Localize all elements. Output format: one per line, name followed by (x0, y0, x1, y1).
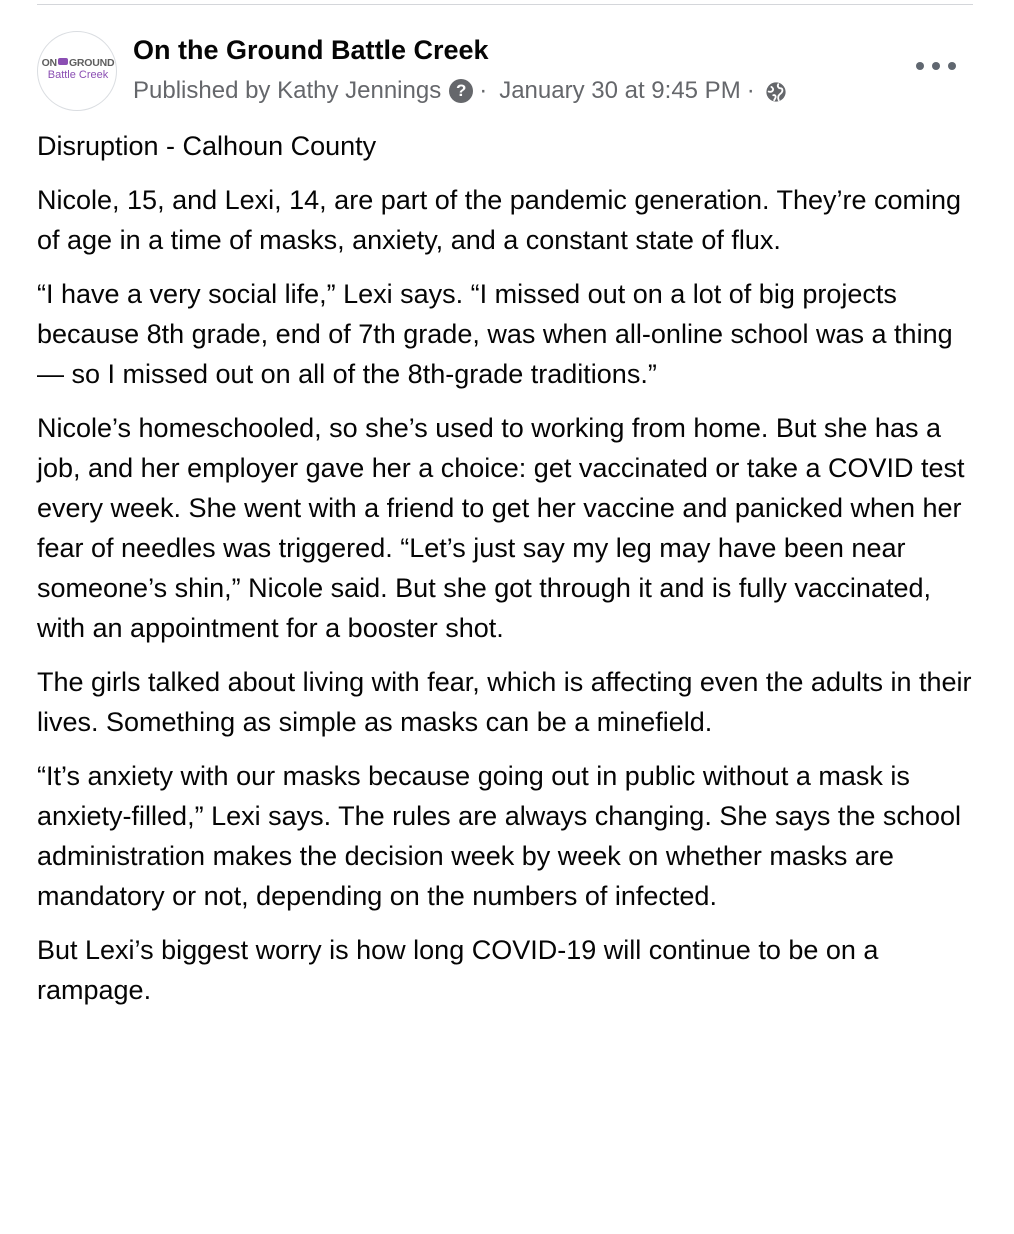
post-meta (133, 75, 787, 107)
post-paragraph: “I have a very social life,” Lexi says. “I missed out on a lot of big projects because 8th grade, end of 7th grade, was when all-online school was a thing — so I missed out on all of the 8th-grade traditions.” (37, 279, 953, 389)
meta-separator-2: · (746, 77, 755, 104)
published-by-text: Published by Kathy Jennings (133, 77, 442, 104)
post-paragraph: The girls talked about living with fear, which is affecting even the adults in their lives. Something as simple as masks can be a minefield. (37, 667, 972, 737)
page-logo (38, 58, 117, 81)
post-paragraph: “It’s anxiety with our masks because going out in public without a mask is anxiety-filled,” Lexi says. The rules are always changing. She says the school administration makes the decision week by week on whether masks are mandatory or not, depending on the numbers of infected. (37, 761, 961, 911)
post-paragraph-headline: Disruption - Calhoun County (37, 131, 377, 161)
post-paragraph: Nicole’s homeschooled, so she’s used to working from home. But she has a job, and her employer gave her a choice: get vaccinated or take a COVID test every week. She went with a friend to get her vaccine and panicked when her fear of needles was triggered. “Let’s just say my leg may have been near someone’s shin,” Nicole said. But she got through it and is fully vaccinated, with an appointment for a booster shot. (37, 413, 965, 643)
page-avatar[interactable] (37, 31, 117, 111)
globe-icon[interactable] (765, 80, 787, 102)
post-paragraph: Nicole, 15, and Lexi, 14, are part of the pandemic generation. They’re coming of age in a time of masks, anxiety, and a constant state of flux. (37, 185, 962, 255)
post-timestamp-link[interactable]: January 30 at 9:45 PM (499, 77, 741, 104)
speech-bubble-icon (58, 58, 68, 65)
logo-text-on: ON (41, 57, 57, 69)
logo-text-ground: GROUND (68, 57, 115, 69)
post-text (37, 126, 977, 1024)
meta-separator: · (479, 77, 488, 104)
page-name-link[interactable]: On the Ground Battle Creek (133, 35, 489, 65)
logo-text-battle-creek: Battle Creek (47, 68, 109, 81)
more-options-icon[interactable] (916, 54, 956, 78)
question-mark-icon[interactable]: ? (449, 79, 473, 103)
post-paragraph: But Lexi’s biggest worry is how long COVID-19 will continue to be on a rampage. (37, 935, 879, 1005)
